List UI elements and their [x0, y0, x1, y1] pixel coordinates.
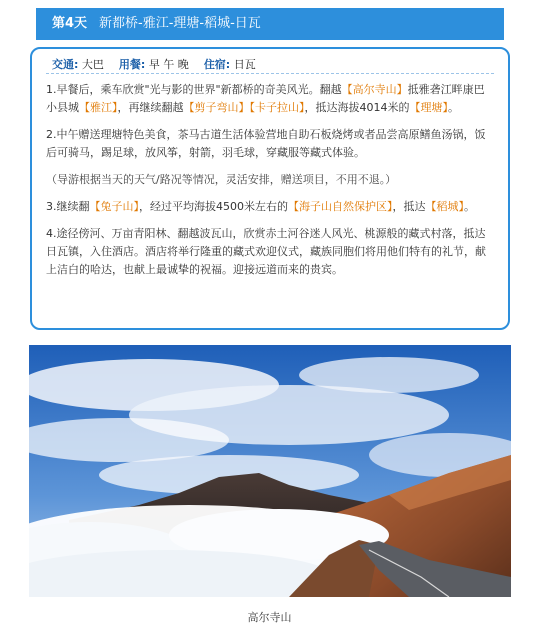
route-title: 新都桥-雅江-理塘-稻城-日瓦: [99, 16, 261, 31]
highlight-place: 【卡子拉山】: [249, 101, 305, 114]
text-segment: ，抵达: [392, 200, 426, 213]
highlight-place: 【稻城】: [425, 200, 464, 213]
meals-label: 用餐:: [118, 58, 146, 71]
text-segment: 3.继续翻: [46, 200, 90, 213]
paragraph-3: [46, 198, 494, 216]
text-segment: 1.早餐后，乘车欣赏"光与影的世界"新都桥的奇美风光。翻越: [46, 83, 342, 96]
highlight-place: 【雅江】: [79, 101, 118, 114]
trip-info-row: [52, 56, 256, 72]
transport-value: 大巴: [81, 58, 104, 71]
transport-label: 交通:: [52, 58, 79, 71]
text-segment: 抵雅砻江畔康巴小县城: [46, 83, 485, 114]
paragraph-2: 2.中午赠送理塘特色美食，茶马古道生活体验营地自助石板烧烤或者品尝高原鳝鱼汤锅，饭后可骑马，踢足球，放风筝，射箭，羽毛球，穿藏服等藏式体验。: [46, 128, 486, 159]
meals-value: 早 午 晚: [148, 58, 189, 71]
paragraph-1: [46, 81, 494, 117]
highlight-place: 【海子山自然保护区】: [288, 200, 393, 213]
day-title-banner: [36, 8, 504, 40]
lodging-label: 住宿:: [203, 58, 231, 71]
paragraph-4: 4.途径傍河、万亩青阳林、翻越波瓦山，欣赏赤土河谷迷人风光、桃源般的藏式村落，抵达日瓦镇，入住酒店。酒店将举行隆重的藏式欢迎仪式，藏族同胞们将用他们特有的礼节，献上洁白的哈达，也献上最诚挚的祝福。迎接远道而来的贵宾。: [46, 227, 486, 276]
highlight-place: 【高尔寺山】: [341, 83, 408, 96]
text-segment: 。: [448, 101, 459, 114]
guide-note: （导游根据当天的天气/路况等情况，灵活安排，赠送项目，不用不退。）: [46, 173, 397, 186]
highlight-place: 【兔子山】: [89, 200, 139, 213]
day-label: 第4天: [52, 16, 88, 31]
itinerary-card: [30, 47, 510, 330]
lodging-value: 日瓦: [233, 58, 256, 71]
itinerary-content: [46, 81, 494, 288]
highlight-place: 【理塘】: [409, 101, 448, 114]
highlight-place: 【剪子弯山】: [183, 101, 250, 114]
text-segment: ，抵达海拔4014米的: [304, 101, 410, 114]
photo-caption: 高尔寺山: [247, 611, 292, 624]
text-segment: ，经过平均海拔4500米左右的: [139, 200, 288, 213]
text-segment: 。: [464, 200, 475, 213]
text-segment: ，再继续翻越: [117, 101, 184, 114]
mountain-road-photo: [29, 345, 511, 597]
divider: [46, 73, 494, 74]
